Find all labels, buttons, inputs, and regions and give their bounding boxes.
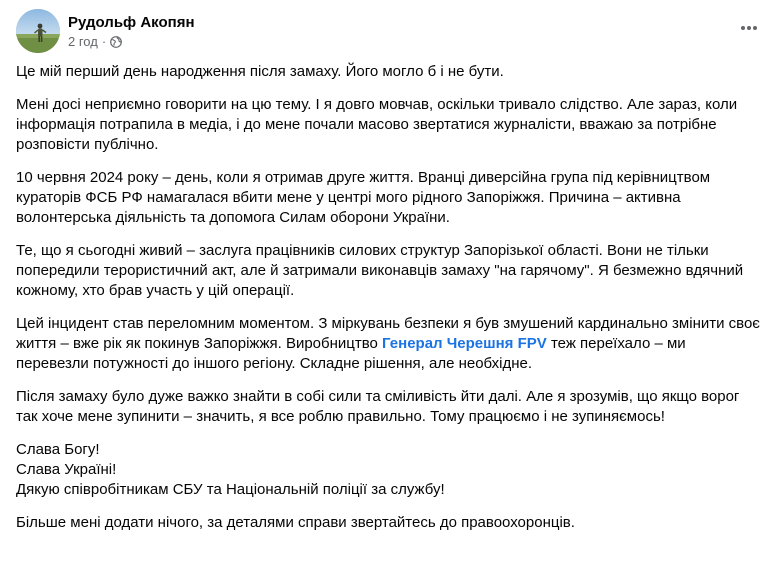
post-text bbox=[16, 62, 761, 533]
paragraph-5-after: теж переїхало – ми перевезли потужності до іншого регіону. Складне рішення, але необхідне. bbox=[16, 335, 686, 372]
post-timestamp[interactable]: 2 год bbox=[68, 33, 98, 49]
closing-line-3: Дякую співробітникам СБУ та Національній поліції за службу! bbox=[16, 481, 445, 498]
post-meta bbox=[68, 34, 195, 50]
paragraph-2: Мені досі неприємно говорити на цю тему. І я довго мовчав, оскільки тривало слідство. Але зараз, коли інформація потрапила в медіа, і до мене почали масово звертатися журналісти, вважаю за потрібне розповісти публічно. bbox=[16, 96, 738, 153]
more-horizontal-icon bbox=[739, 18, 759, 38]
paragraph-5-before: Цей інцидент став переломним моментом. З міркувань безпеки я був змушений кардинально змінити своє життя – вже рік як покинув Запоріжжя. Виробництво bbox=[16, 315, 760, 352]
paragraph-1: Це мій перший день народження після замаху. Його могло б і не бути. bbox=[16, 63, 504, 80]
closing-line-2: Слава Україні! bbox=[16, 461, 117, 478]
paragraph-4: Те, що я сьогодні живий – заслуга працівників силових структур Запорізької області. Вони не тільки попередили терористичний акт, але й затримали виконавців замаху "на гарячому". Я безмежно вдячний кожному, хто брав участь у цій операції. bbox=[16, 242, 744, 299]
author-name[interactable]: Рудольф Акопян bbox=[68, 13, 195, 31]
author-avatar[interactable] bbox=[16, 9, 60, 53]
paragraph-5 bbox=[16, 314, 761, 374]
globe-icon[interactable] bbox=[110, 36, 122, 48]
mention-link[interactable]: Генерал Черешня FPV bbox=[382, 335, 547, 352]
author-block bbox=[68, 13, 195, 50]
paragraph-7 bbox=[16, 440, 761, 500]
avatar-photo bbox=[16, 9, 60, 53]
meta-separator: · bbox=[101, 33, 107, 49]
closing-line-1: Слава Богу! bbox=[16, 441, 100, 458]
more-options-button[interactable] bbox=[731, 10, 767, 46]
post-header bbox=[16, 0, 761, 58]
paragraph-3: 10 червня 2024 року – день, коли я отримав друге життя. Вранці диверсійна група під керівництвом кураторів ФСБ РФ намагалася вбити мене у центрі мого рідного Запоріжжя. Причина – активна волонтерська діяльність та допомога Силам оборони України. bbox=[16, 169, 711, 226]
paragraph-6: Після замаху було дуже важко знайти в собі сили та сміливість йти далі. Але я зрозумів, що якщо ворог так хоче мене зупинити – значить, я все роблю правильно. Тому працюємо і не зупиняємось! bbox=[16, 388, 740, 425]
paragraph-8: Більше мені додати нічого, за деталями справи звертайтесь до правоохоронців. bbox=[16, 514, 575, 531]
